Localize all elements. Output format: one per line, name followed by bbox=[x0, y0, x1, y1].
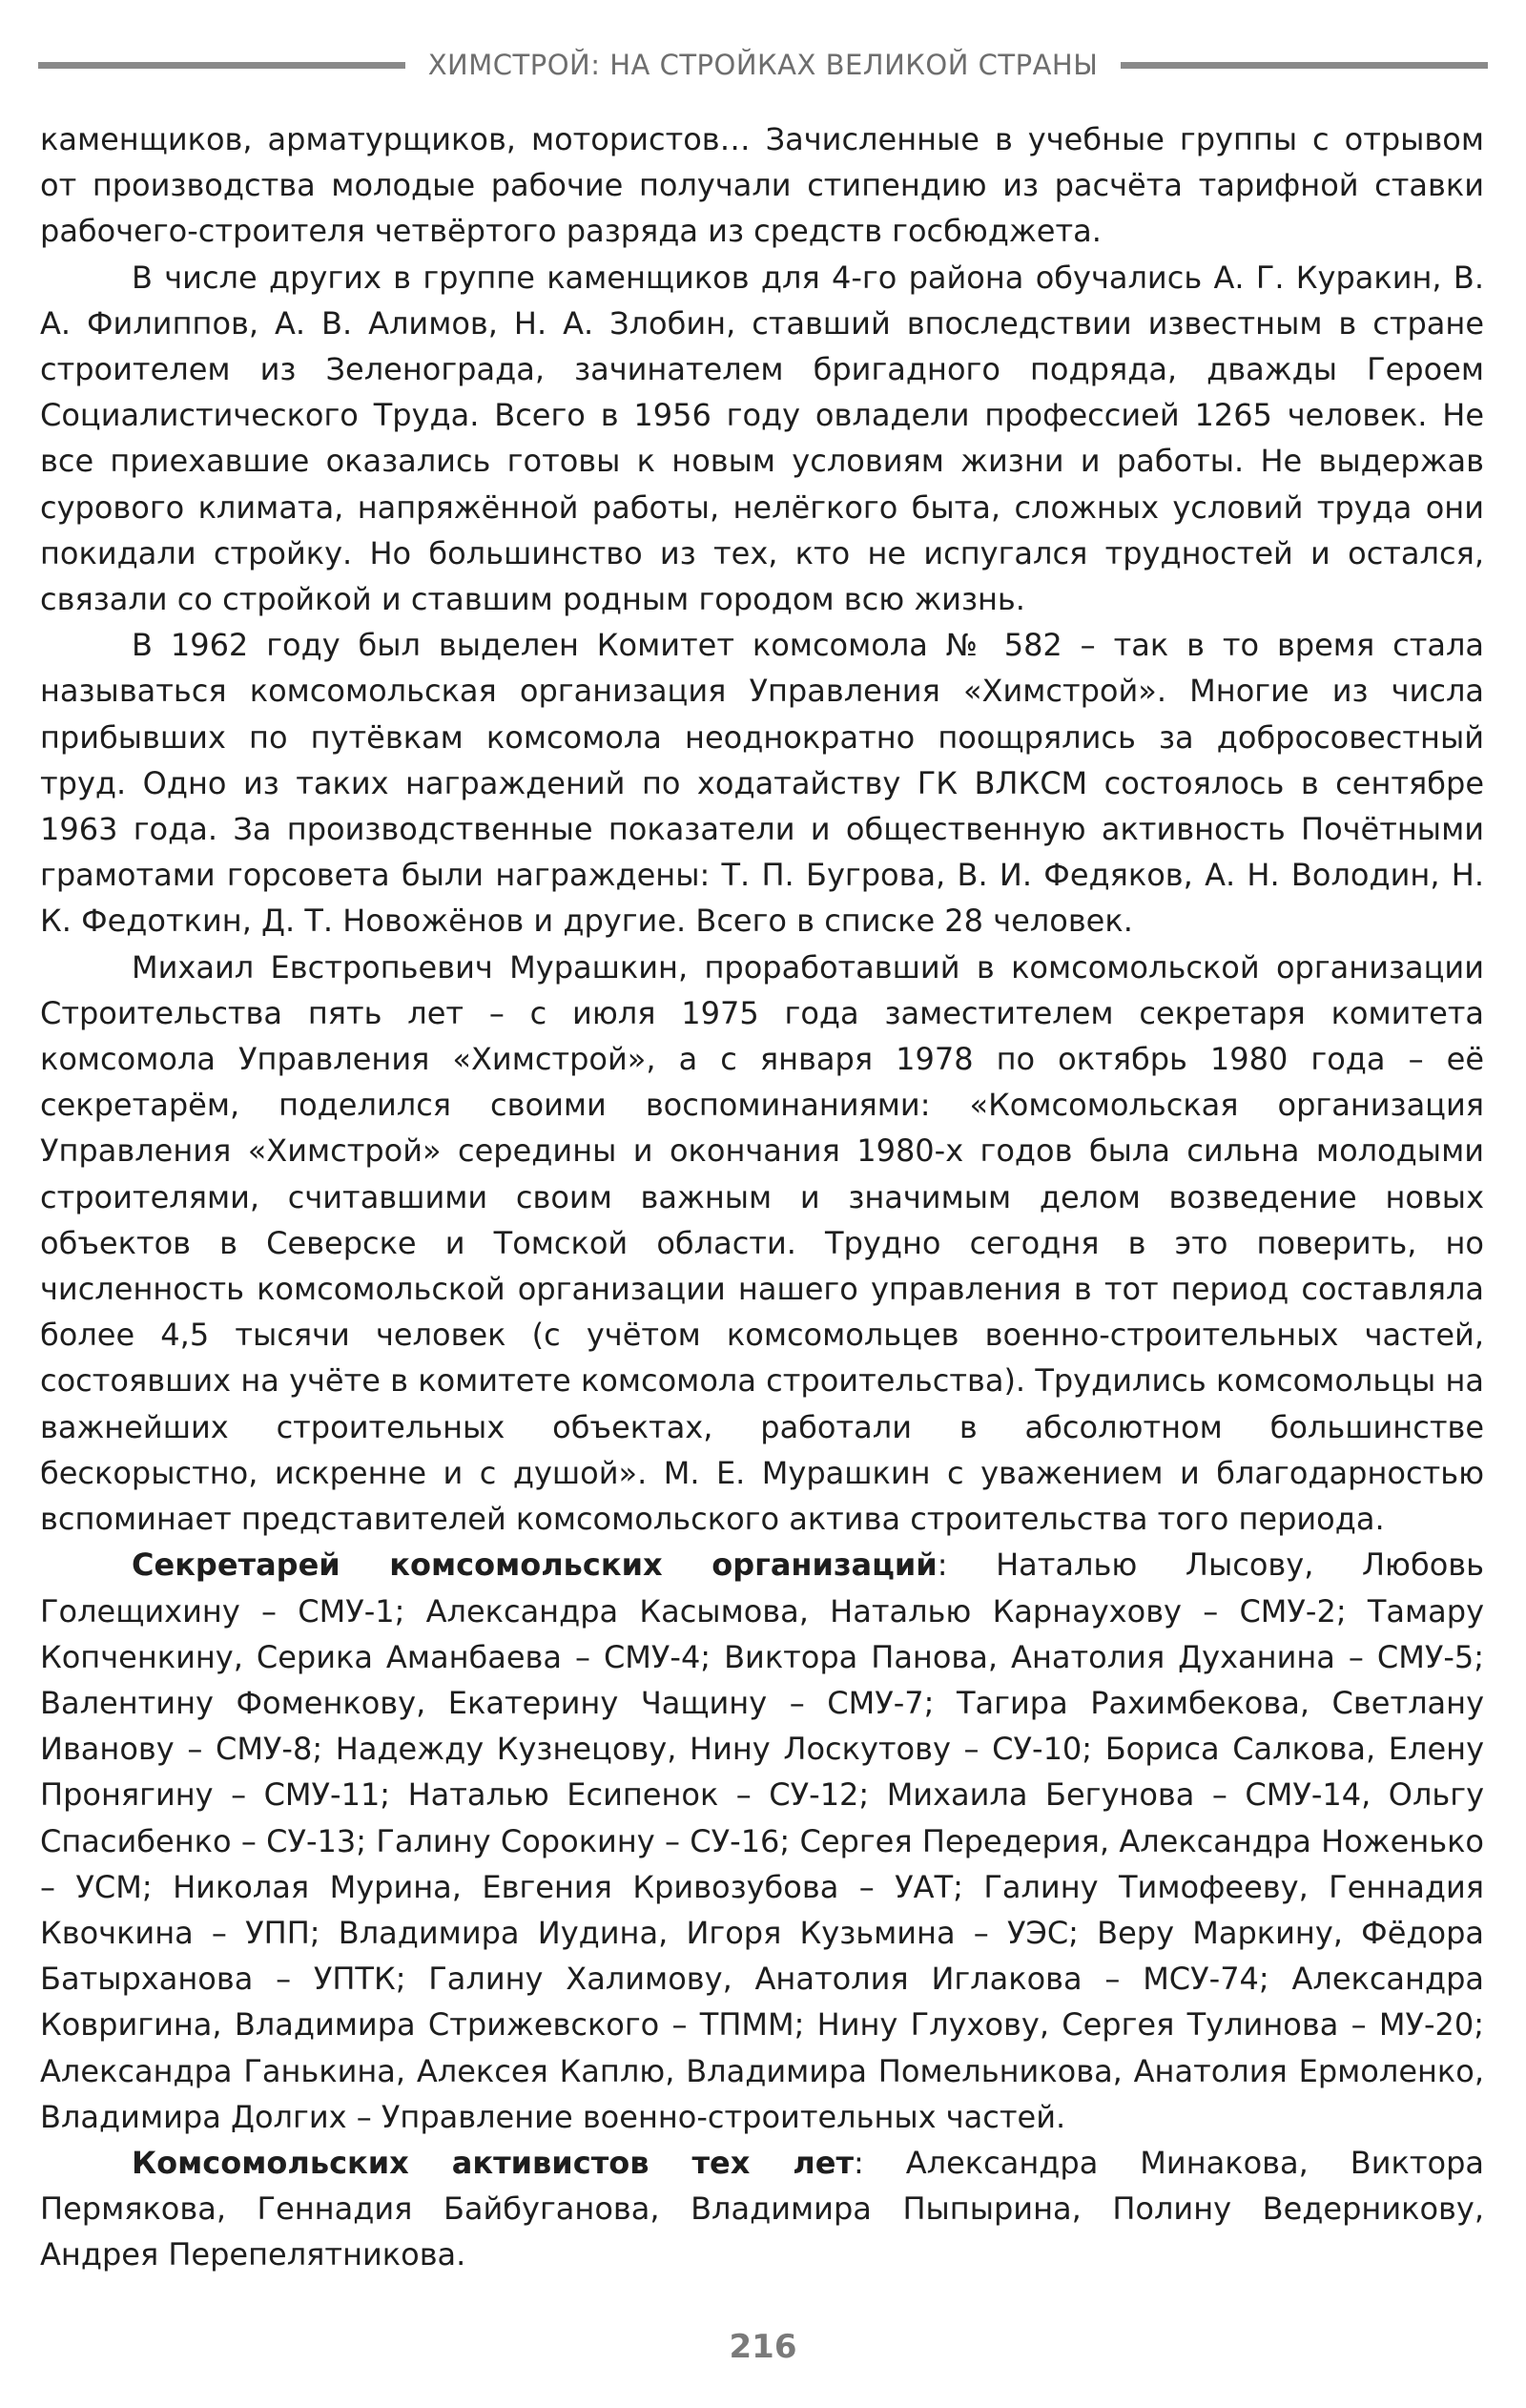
paragraph-1: каменщиков, арматурщиков, мотористов… Зачисленные в учебные группы с отрывом от производства молодые рабочие получали стипендию из расчёта тарифной ставки рабочего-строителя четвёртого разряда из средств госбюджета. bbox=[40, 121, 1484, 250]
paragraph-secretaries bbox=[40, 1542, 1484, 2140]
secretaries-lead: Секретарей комсомольских организаций bbox=[132, 1547, 938, 1584]
activists-list: : Александра Минакова, Виктора Пермякова, Геннадия Байбуганова, Владимира Пыпырина, Полину Ведерникову, Андрея Перепелятникова. bbox=[40, 2144, 1485, 2273]
header-rule-right bbox=[1121, 62, 1488, 69]
header-rule-left bbox=[38, 62, 405, 69]
paragraph-4: Михаил Евстропьевич Мурашкин, проработавший в комсомольской организации Строительства пять лет – с июля 1975 года заместителем секретаря комитета комсомола Управления «Химстрой», а с января 1978 по октябрь 1980 года – её секретарём, поделился своими воспоминаниями: «Комсомольская организация Управления «Химстрой» середины и окончания 1980-х годов была сильна молодыми строителями, считавшими своим важным и значимым делом возведение новых объектов в Северске и Томской области. Трудно сегодня в это поверить, но численность комсомольской организации нашего управления в тот период составляла более 4,5 тысячи человек (с учётом комсомольцев военно-строительных частей, состоявших на учёте в комитете комсомола строительства). Трудились комсомольцы на важнейших строительных объектах, работали в абсолютном большинстве бескорыстно, искренне и с душой». М. Е. Мурашкин с уважением и благодарностью вспоминает представителей комсомольского актива строительства того периода. bbox=[40, 948, 1484, 1538]
header-title: ХИМСТРОЙ: НА СТРОЙКАХ ВЕЛИКОЙ СТРАНЫ bbox=[427, 49, 1099, 81]
page-number: 216 bbox=[729, 2328, 797, 2366]
page-body bbox=[40, 116, 1484, 2278]
activists-lead: Комсомольских активистов тех лет bbox=[132, 2144, 854, 2181]
secretaries-list: : Наталью Лысову, Любовь Голещихину – СМУ-1; Александра Касымова, Наталью Карнаухову – СМУ-2; Тамару Копченкину, Серика Аманбаева – СМУ-4; Виктора Панова, Анатолия Духанина – СМУ-5; Валентину Фоменкову, Екатерину Чащину – СМУ-7; Тагира Рахимбекова, Светлану Иванову – СМУ-8; Надежду Кузнецову, Нину Лоскутову – СУ-10; Бориса Салкова, Елену Пронягину – СМУ-11; Наталью Есипенок – СУ-12; Михаила Бегунова – СМУ-14, Ольгу Спасибенко – СУ-13; Галину Сорокину – СУ-16; Сергея Передерия, Александра Ноженько – УСМ; Николая Мурина, Евгения Кривозубова – УАТ; Галину Тимофееву, Геннадия Квочкина – УПП; Владимира Иудина, Игоря Кузьмина – УЭС; Веру Маркину, Фёдора Батырханова – УПТК; Галину Халимову, Анатолия Иглакова – МСУ-74; Александра Ковригина, Владимира Стрижевского – ТПММ; Нину Глухову, Сергея Тулинова – МУ-20; Александра Ганькина, Алексея Каплю, Владимира Помельникова, Анатолия Ермоленко, Владимира Долгих – Управление военно-строительных частей. bbox=[40, 1547, 1485, 2135]
paragraph-activists bbox=[40, 2140, 1484, 2278]
paragraph-2: В числе других в группе каменщиков для 4-го района обучались А. Г. Куракин, В. А. Филиппов, А. В. Алимов, Н. А. Злобин, ставший впоследствии известным в стране строителем из Зеленограда, зачинателем бригадного подряда, дважды Героем Социалистического Труда. Всего в 1956 году овладели профессией 1265 человек. Не все приехавшие оказались готовы к новым условиям жизни и работы. Не выдержав сурового климата, напряжённой работы, нелёгкого быта, сложных условий труда они покидали стройку. Но большинство из тех, кто не испугался трудностей и остался, связали со стройкой и ставшим родным городом всю жизнь. bbox=[40, 259, 1484, 618]
paragraph-3: В 1962 году был выделен Комитет комсомола № 582 – так в то время стала называться комсомольская организация Управления «Химстрой». Многие из числа прибывших по путёвкам комсомола неоднократно поощрялись за добросовестный труд. Одно из таких награждений по ходатайству ГК ВЛКСМ состоялось в сентябре 1963 года. За производственные показатели и общественную активность Почётными грамотами горсовета были награждены: Т. П. Бугрова, В. И. Федяков, А. Н. Володин, Н. К. Федоткин, Д. Т. Новожёнов и другие. Всего в списке 28 человек. bbox=[40, 627, 1484, 940]
running-header bbox=[38, 42, 1488, 88]
